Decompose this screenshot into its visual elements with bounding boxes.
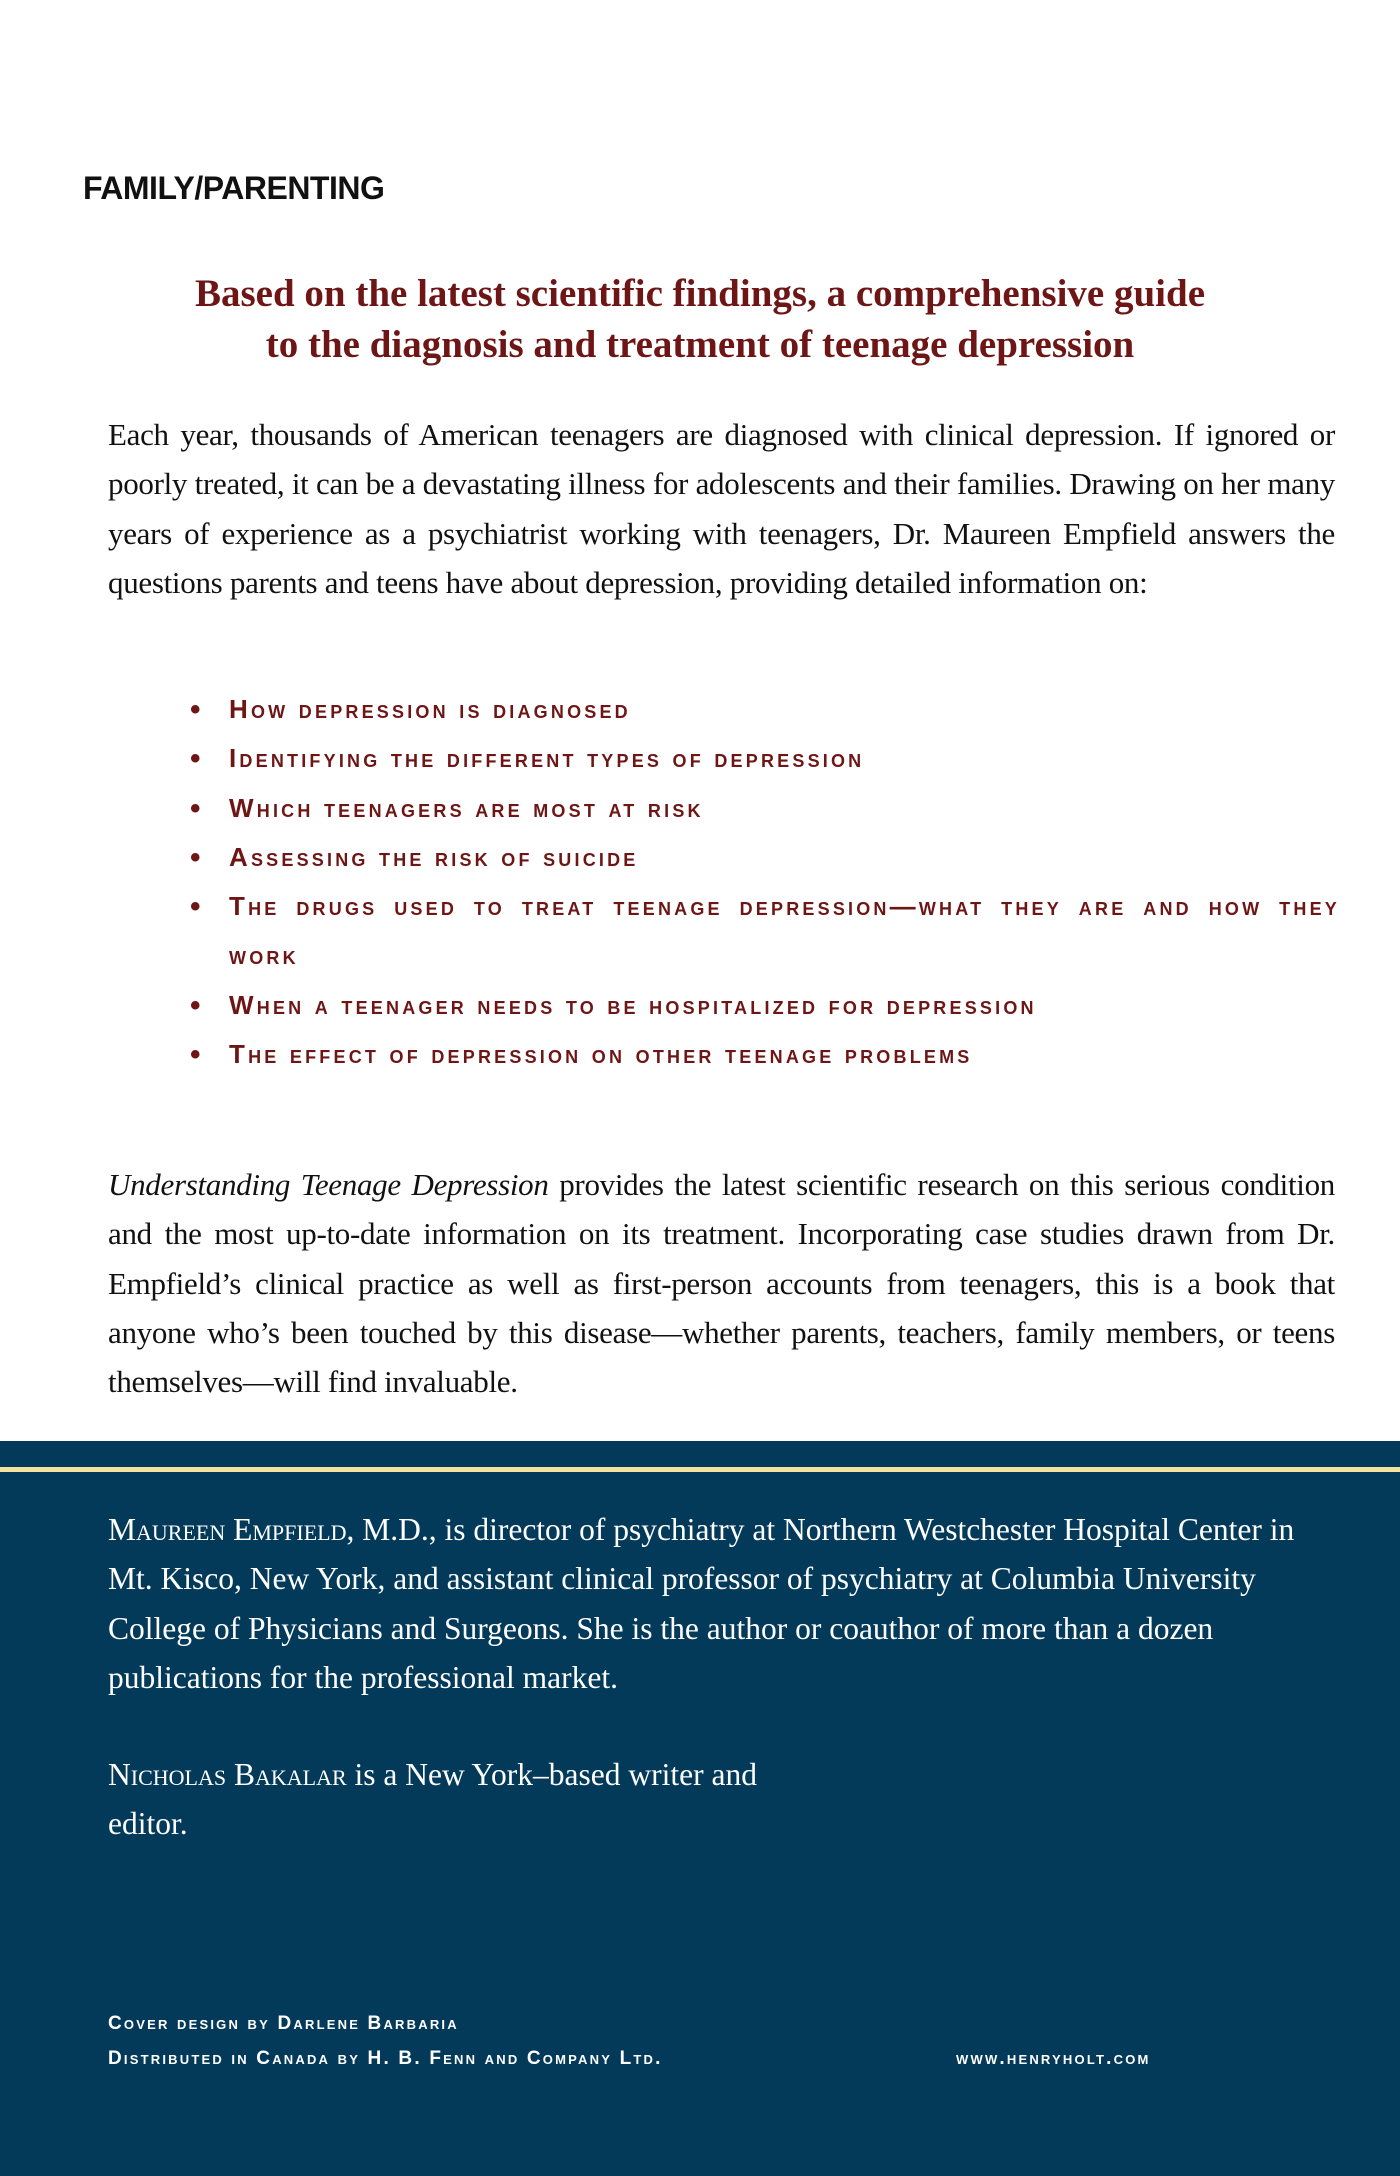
author-name: Maureen Empfield, M.D. xyxy=(108,1512,429,1547)
bullet-icon: • xyxy=(190,791,204,825)
list-item-text: How depression is diagnosed xyxy=(229,694,631,724)
headline-line-1: Based on the latest scientific findings, a comprehensive guide xyxy=(194,272,1206,315)
bullet-icon: • xyxy=(190,1038,204,1072)
cover-design-credit: Cover design by Darlene Barbaria xyxy=(108,2013,459,2034)
list-item-text: When a teenager needs to be hospitalized for depression xyxy=(229,989,1037,1020)
gold-divider xyxy=(0,1467,1400,1472)
headline-line-2: to the diagnosis and treatment of teenage depression xyxy=(265,323,1135,366)
bullet-icon: • xyxy=(190,988,204,1022)
list-item xyxy=(190,784,1340,833)
list-item-text: Which teenagers are most at risk xyxy=(229,792,704,823)
author-name: Nicholas Bakalar xyxy=(108,1757,347,1792)
list-item-text: Assessing the risk of suicide xyxy=(229,841,639,872)
book-title: Understanding Teenage Depression xyxy=(108,1167,549,1202)
topic-list xyxy=(190,685,1340,1079)
list-item-text: Identifying the different types of depression xyxy=(229,743,865,774)
list-item-text: The drugs used to treat teenage depression—what they are and how they work xyxy=(229,891,1340,971)
list-item-text: The effect of depression on other teenage problems xyxy=(229,1039,973,1070)
summary-paragraph xyxy=(108,1160,1335,1406)
publisher-website: www.henryholt.com xyxy=(956,2048,1151,2069)
list-item xyxy=(190,685,1340,734)
list-item xyxy=(190,734,1340,783)
author-bio-text: is a New York–based writer and editor. xyxy=(108,1757,757,1842)
list-item xyxy=(190,833,1340,882)
list-item xyxy=(190,882,1340,981)
intro-paragraph: Each year, thousands of American teenagers are diagnosed with clinical depression. If ignored or poorly treated, it can be a devastating illness for adolescents and their families. Drawing on her many years of experience as a psychiatrist working with teenagers, Dr. Maureen Empfield answers the questions parents and teens have about depression, providing detailed information on: xyxy=(108,417,1335,600)
summary-text: provides the latest scientific research on this serious condition and the most up-to-date information on its treatment. Incorporating case studies drawn from Dr. Empfield’s clinical practice as well as first-person accounts from teenagers, this is a book that anyone who’s been touched by this disease—whether parents, teachers, family members, or teens themselves—will find invaluable. xyxy=(108,1167,1336,1400)
list-item xyxy=(190,1030,1340,1079)
distribution-credit: Distributed in Canada by H. B. Fenn and Company Ltd. xyxy=(108,2048,663,2069)
bullet-icon: • xyxy=(190,693,204,726)
author-bio-empfield xyxy=(108,1505,1338,1702)
list-item xyxy=(190,981,1229,1030)
bullet-icon: • xyxy=(190,890,204,924)
category-label: FAMILY/PARENTING xyxy=(83,170,385,206)
author-bio-bakalar xyxy=(108,1750,808,1849)
author-bio-text: , is director of psychiatry at Northern Westchester Hospital Center in Mt. Kisco, New York, and assistant clinical professor of psychiatry at Columbia University College of Physicians and Surgeons. She is the author or coauthor of more than a dozen publications for the professional market. xyxy=(108,1512,1295,1695)
headline xyxy=(100,268,1300,370)
bullet-icon: • xyxy=(190,840,204,874)
bullet-icon: • xyxy=(190,742,204,776)
